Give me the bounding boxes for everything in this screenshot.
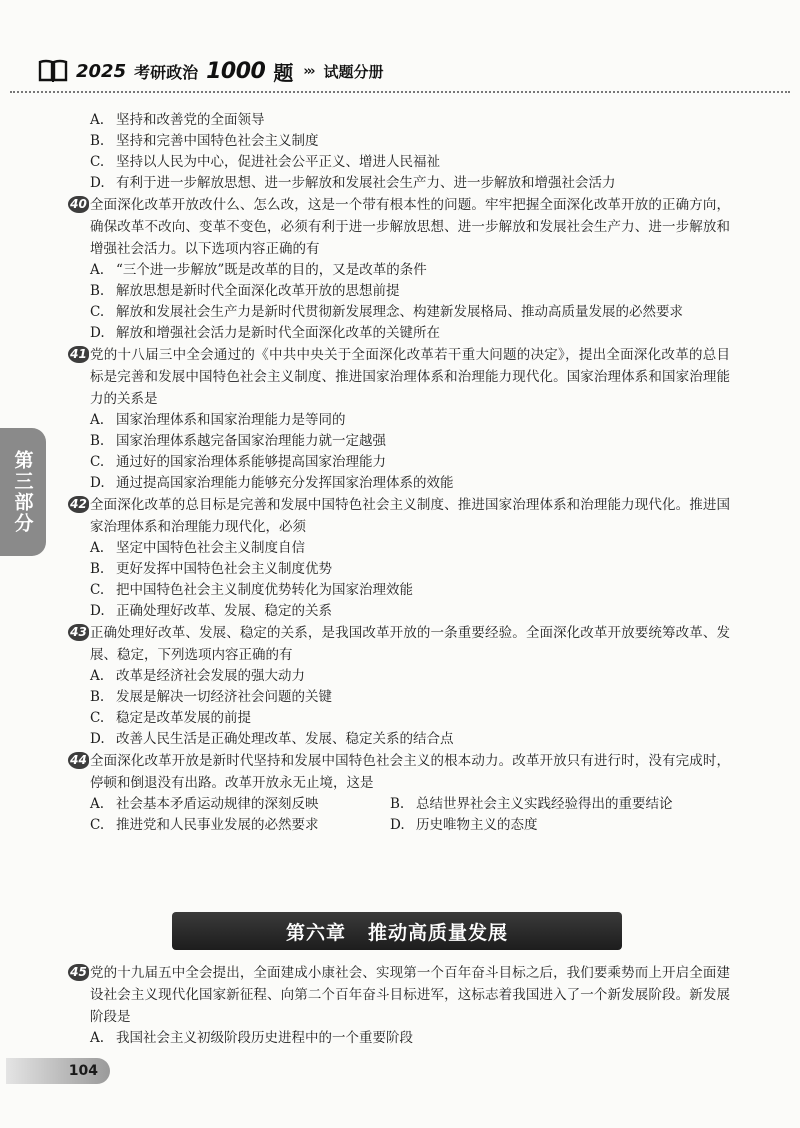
question-stem: 党的十九届五中全会提出，全面建成小康社会、实现第一个百年奋斗目标之后，我们要乘势而上开启全面建设社会主义现代化国家新征程、向第二个百年奋斗目标进军，这标志着我国进入了一个新发展阶段。新发展阶段是 [90, 965, 730, 1025]
question-stem: 全面深化改革开放是新时代坚持和发展中国特色社会主义的根本动力。改革开放只有进行时，没有完成时，停顿和倒退没有出路。改革开放永无止境，这是 [90, 753, 730, 791]
question-43 [68, 622, 730, 666]
question-40 [68, 194, 730, 260]
chapter-content [70, 962, 730, 1049]
page-header [38, 56, 383, 86]
option: A. “三个进一步解放”既是改革的目的，又是改革的条件 [90, 262, 427, 278]
option: D. 改善人民生活是正确处理改革、发展、稳定关系的结合点 [90, 731, 454, 747]
question-stem: 全面深化改革的总目标是完善和发展中国特色社会主义制度、推进国家治理体系和治理能力现代化。推进国家治理体系和治理能力现代化，必须 [90, 497, 730, 535]
header-ti: 题 [273, 60, 294, 85]
question-number-badge: 42 [68, 496, 89, 513]
option: A. 坚定中国特色社会主义制度自信 [90, 540, 305, 556]
option: A. 改革是经济社会发展的强大动力 [90, 668, 305, 684]
option: C. 解放和发展社会生产力是新时代贯彻新发展理念、构建新发展格局、推动高质量发展的必然要求 [90, 304, 683, 320]
question-41 [68, 344, 730, 410]
header-arrows: ››› [303, 63, 314, 79]
question-45 [68, 962, 730, 1028]
chapter-title: 推动高质量发展 [368, 921, 509, 944]
option: B. 总结世界社会主义实践经验得出的重要结论 [390, 796, 673, 812]
question-number-badge: 41 [68, 346, 89, 363]
header-title: 考研政治 [134, 62, 199, 82]
chapter-banner [172, 912, 622, 950]
book-icon [38, 59, 68, 83]
header-section: 试题分册 [323, 62, 384, 81]
page-number: 104 [6, 1058, 110, 1084]
chapter-number: 第六章 [285, 921, 346, 944]
question-42 [68, 494, 730, 538]
question-number-badge: 44 [68, 752, 89, 769]
option: C. 把中国特色社会主义制度优势转化为国家治理效能 [90, 582, 413, 598]
option: C. 推进党和人民事业发展的必然要求 [90, 817, 319, 833]
header-divider [10, 91, 790, 93]
option: B. 更好发挥中国特色社会主义制度优势 [90, 561, 332, 577]
option: B. 坚持和完善中国特色社会主义制度 [90, 133, 319, 149]
option: A. 社会基本矛盾运动规律的深刻反映 [90, 796, 319, 812]
q44-options [90, 794, 730, 836]
header-year: 2025 [76, 60, 127, 82]
question-stem: 全面深化改革开放改什么、怎么改，这是一个带有根本性的问题。牢牢把握全面深化改革开放的正确方向，确保改革不改向、变革不变色，必须有利于进一步解放思想、进一步解放和发展社会生产力、进一步解放和增强社会活力。以下选项内容正确的有 [90, 197, 730, 257]
header-count: 1000 [206, 58, 266, 84]
option: B. 解放思想是新时代全面深化改革开放的思想前提 [90, 283, 400, 299]
option: D. 通过提高国家治理能力能够充分发挥国家治理体系的效能 [90, 475, 454, 491]
option: D. 有利于进一步解放思想、进一步解放和发展社会生产力、进一步解放和增强社会活力 [90, 175, 616, 191]
q39-options [90, 110, 730, 194]
option: C. 通过好的国家治理体系能够提高国家治理能力 [90, 454, 386, 470]
option: C. 坚持以人民为中心，促进社会公平正义、增进人民福祉 [90, 154, 440, 170]
question-number-badge: 45 [68, 964, 89, 981]
side-tab-label: 第三部分 [11, 450, 34, 534]
option: B. 发展是解决一切经济社会问题的关键 [90, 689, 332, 705]
question-stem: 正确处理好改革、发展、稳定的关系，是我国改革开放的一条重要经验。全面深化改革开放要统筹改革、发展、稳定，下列选项内容正确的有 [90, 625, 730, 663]
option: D. 历史唯物主义的态度 [390, 817, 538, 833]
option: A. 我国社会主义初级阶段历史进程中的一个重要阶段 [90, 1030, 413, 1046]
option: A. 坚持和改善党的全面领导 [90, 112, 265, 128]
question-stem: 党的十八届三中全会通过的《中共中央关于全面深化改革若干重大问题的决定》，提出全面深化改革的总目标是完善和发展中国特色社会主义制度、推进国家治理体系和治理能力现代化。国家治理体系和国家治理能力的关系是 [90, 347, 730, 407]
option: B. 国家治理体系越完备国家治理能力就一定越强 [90, 433, 386, 449]
side-part-tab [0, 428, 46, 556]
question-number-badge: 40 [68, 196, 89, 213]
option: D. 解放和增强社会活力是新时代全面深化改革的关键所在 [90, 325, 440, 341]
question-44 [68, 750, 730, 794]
question-number-badge: 43 [68, 624, 89, 641]
option: C. 稳定是改革发展的前提 [90, 710, 251, 726]
option: A. 国家治理体系和国家治理能力是等同的 [90, 412, 346, 428]
main-content [70, 110, 730, 836]
option: D. 正确处理好改革、发展、稳定的关系 [90, 603, 332, 619]
